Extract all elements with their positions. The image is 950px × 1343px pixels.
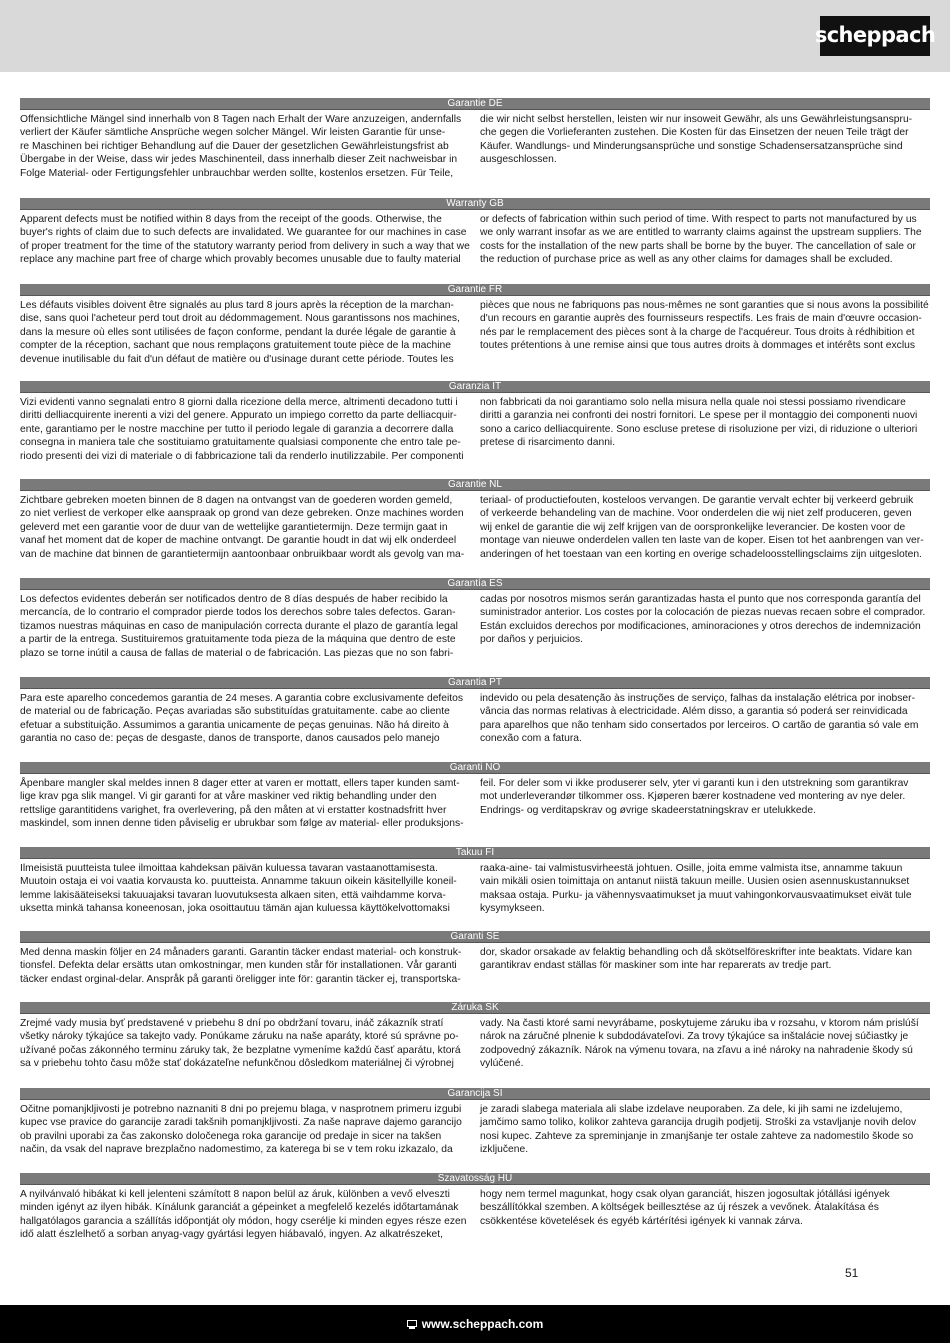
section-text-right: feil. For deler som vi ikke produserer selv, yter vi garanti kun i den utstrekning som garantikrav mot underleverandør tilkommer oss. Kjøperen bærer kostnadene ved montering av nye deler. Endrings- og verditapskrav og øvrige skadeerstatningskrav er utelukkede. [480, 778, 909, 816]
section-body [20, 859, 930, 916]
section-text-left: Les défauts visibles doivent être signalés au plus tard 8 jours après la réception de la marchan- dise, sans quoi l'acheteur perd tout droit au dédommagement. Nous garantissons nos machines, dans la mesure où elles sont utilisées de façon conforme, pendant la durée légale de garantie à compter de la réception, sachant que nous remplaçons gratuitement toute pièce de la machine devenue inutilisable du fait d'un défaut de matière ou d'usinage durant cette période. Toutes les [20, 300, 460, 365]
section-title: Garancija SI [20, 1088, 930, 1100]
warranty-section [20, 284, 930, 366]
section-body [20, 110, 930, 180]
warranty-section [20, 677, 930, 746]
warranty-section [20, 1173, 930, 1242]
section-text-right: dor, skador orsakade av felaktig behandling och då skötselföreskrifter inte beaktats. Vidare kan garantikrav endast ställas för maskiner som inte har reparerats av tredje part. [480, 947, 912, 972]
section-title: Garantie DE [20, 98, 930, 110]
section-text-left: Los defectos evidentes deberán ser notificados dentro de 8 días después de haber recibido la mercancía, de lo contrario el comprador pierde todos los derechos sobre tales defectos. Garan- tizamos nuestras máquinas en caso de manipulación correcta durante el plazo de garantía legal a partir de la entrega. Sustituiremos gratuitamente toda pieza de la máquina que dentro de este plazo se torne inútil a causa de fallas de material o de fabricación. Las piezas que no son fabri- [20, 594, 458, 659]
section-text-right: teriaal- of productiefouten, kosteloos vervangen. De garantie vervalt echter bij verkeerd gebruik of verkeerde behandeling van de machine. Voor onderdelen die wij niet zelf produceren, geven wij enkel de garantie die wij zelf krijgen van de oorspronkelijke leverancier. De kosten voor de montage van nieuwe onderdelen vallen ten laste van de koper. Eisen tot het aanbrengen van ver- anderingen of het toestaan van een korting en overige schadeloosstellingsclaims zijn uitgesloten. [480, 495, 924, 560]
section-title: Szavatosság HU [20, 1173, 930, 1185]
warranty-section [20, 578, 930, 660]
section-body [20, 590, 930, 660]
section-title: Garantie NL [20, 479, 930, 491]
section-text-right: or defects of fabrication within such period of time. With respect to parts not manufactured by us we only warrant insofar as we are entitled to warranty claims against the upstream suppliers. The costs for the installation of the new parts shall be borne by the buyer. The cancellation of sale or the reduction of purchase price as well as any other claims for damages shall be excluded. [480, 214, 922, 266]
page-number: 51 [845, 1266, 859, 1280]
section-text-right: non fabbricati da noi garantiamo solo nella misura nella quale noi stessi possiamo rivendicare diritti a garanzia nei confronti dei nostri fornitori. Le spese per il montaggio dei componenti nuovi sono a carico delliacquirente. Sono escluse pretese di risoluzione per vizi, di riduzione o ulteriori pretese di risarcimento danni. [480, 397, 918, 449]
warranty-section [20, 1088, 930, 1157]
monitor-icon [407, 1320, 417, 1329]
section-title: Záruka SK [20, 1002, 930, 1014]
section-title: Garanti NO [20, 762, 930, 774]
section-body [20, 491, 930, 561]
section-text-left: Åpenbare mangler skal meldes innen 8 dager etter at varen er mottatt, ellers taper kunden samt- lige krav pga slik mangel. Vi gir garanti for at våre maskiner ved riktig behandling under den rettslige garantitidens varighet, fra overlevering, på den måten at vi erstatter kostnadsfritt hver maskindel, som innen denne tiden påviselig er ubrukbar som følge av material- eller produksjons- [20, 778, 464, 830]
section-body [20, 689, 930, 746]
section-text-right: je zaradi slabega materiala ali slabe izdelave neuporaben. Za dele, ki jih sami ne izdelujemo, jamčimo samo toliko, kolikor zahteva garancija drugih podjetij. Stroški za vstavljanje novih delov nosi kupec. Zahteve za spreminjanje in zmanjšanje ter ostale zahteve za nadomestilo škode so izključene. [480, 1104, 917, 1156]
section-text-left: Apparent defects must be notified within 8 days from the receipt of the goods. Otherwise, the buyer's rights of claim due to such defects are invalidated. We guarantee for our machines in case of proper treatment for the time of the statutory warranty period from delivery in such a way that we replace any machine part free of charge which provably becomes unusable due to faulty material [20, 214, 470, 266]
section-title: Garanzia IT [20, 381, 930, 393]
section-text-left: Ilmeisistä puutteista tulee ilmoittaa kahdeksan päivän kuluessa tavaran vastaanottamisesta. Muutoin ostaja ei voi vaatia korvausta ko. puutteista. Annamme takuun oikein käsitellyille koneil- lemme lakisääteiseksi takuuajaksi tavaran luovutuksesta alkaen siten, että vaihdamme korva- uksetta minkä tahansa koneenosan, joka osoittautuu tämän ajan kuluessa käyttökelvottomaksi [20, 863, 457, 915]
warranty-section [20, 381, 930, 463]
warranty-section [20, 847, 930, 916]
warranty-section [20, 762, 930, 831]
section-body [20, 1100, 930, 1157]
warranty-section [20, 198, 930, 267]
section-body [20, 774, 930, 831]
section-text-right: hogy nem termel magunkat, hogy csak olyan garanciát, hiszen jogosultak jótállási igények beszállítókkal szemben. A költségek beillesztése az új részek a vevőnek. Átalakítása és csökkentése követelések és egyéb kártérítési igények ki vannak zárva. [480, 1189, 890, 1227]
section-text-left: Zichtbare gebreken moeten binnen de 8 dagen na ontvangst van de goederen worden gemeld, zo niet verliest de verkoper elke aanspraak op grond van deze gebreken. Onze machines worden geleverd met een garantie voor de duur van de wettelijke garantietermijn. Deze termijn gaat in vanaf het moment dat de koper de machine ontvangt. De garantie houdt in dat wij elk onderdeel van de machine dat binnen de garantietermijn aantoonbaar onbruikbaar wordt als gevolg van ma- [20, 495, 465, 560]
section-body [20, 1185, 930, 1242]
section-text-right: pièces que nous ne fabriquons pas nous-mêmes ne sont garanties que si nous avons la possibilité d'un recours en garantie auprès des fournisseurs respectifs. Les frais de main d'œuvre occasion- nés par le remplacement des pièces sont à la charge de l'acquéreur. Tous droits à rédhibition et toutes prétentions à une remise ainsi que tous autres droits à dommages et intérêts sont exclus [480, 300, 929, 352]
section-title: Warranty GB [20, 198, 930, 210]
section-body [20, 943, 930, 986]
footer-website-link[interactable] [407, 1317, 544, 1331]
section-text-right: vady. Na časti ktoré sami nevyrábame, poskytujeme záruku iba v rozsahu, v ktorom nám prislúší nárok na záručné plnenie k subdodávateľovi. Za trovy týkajúce sa inštalácie novej súčiastky je zodpovedný zákazník. Nárok na výmenu tovara, na zľavu a iné nároky na nahradenie škody sú vylúčené. [480, 1018, 919, 1070]
section-body [20, 296, 930, 366]
section-title: Garantie FR [20, 284, 930, 296]
section-text-right: indevido ou pela desatenção às instruções de serviço, falhas da instalação elétrica por inobser- vância das normas relativas à electricidade. Além disso, a garantia só poderá ser reinvidicada para aparelhos que não tenham sido consertados por lerceiros. O cartão de garantia só vale em conexão com a fatura. [480, 693, 919, 745]
warranty-section [20, 931, 930, 986]
warranty-section [20, 98, 930, 180]
section-body [20, 1014, 930, 1071]
section-text-left: Para este aparelho concedemos garantia de 24 meses. A garantia cobre exclusivamente defeitos de material ou de fabricação. Peças avariadas são substituídas gratuitamente. cabe ao cliente efetuar a substituição. Assumimos a garantia unicamente de peças genuinas. Não há direito à garantia no caso de: peças de desgaste, danos de transporte, danos causados pelo manejo [20, 693, 464, 745]
footer-band [0, 1305, 950, 1343]
section-text-right: cadas por nosotros mismos serán garantizadas hasta el punto que nos corresponda garantía del suministrador anterior. Los costes por la colocación de piezas nuevas recaen sobre el comprador. Están excluidos derechos por modificaciones, aminoraciones y otros derechos de indemnización por daños y perjuicios. [480, 594, 926, 646]
footer-url[interactable]: www.scheppach.com [421, 1317, 544, 1331]
section-text-left: Med denna maskin följer en 24 månaders garanti. Garantin täcker endast material- och konstruk- tionsfel. Defekta delar ersätts utan omkostningar, men kunden står för installationen. Vår garanti täcker endast orginal-delar. Anspråk på garanti öreligger inte för: garantin täcker ej, transportska- [20, 947, 462, 985]
section-title: Takuu FI [20, 847, 930, 859]
section-text-left: Offensichtliche Mängel sind innerhalb von 8 Tagen nach Erhalt der Ware anzuzeigen, andernfalls verliert der Käufer sämtliche Ansprüche wegen solcher Mängel. Wir leisten Garantie für unse- re Maschinen bei richtiger Behandlung auf die Dauer der gesetzlichen Gewährleistungsfrist ab Übergabe in der Weise, dass wir jedes Maschinenteil, dass innerhalb dieser Zeit nachweisbar in Folge Material- oder Fertigungsfehler unbrauchbar werden sollte, kostenlos ersetzen. Für Teile, [20, 114, 462, 179]
section-text-left: A nyilvánvaló hibákat ki kell jelenteni számított 8 napon belül az áruk, különben a vevő elveszti minden igényt az ilyen hibák. Kínálunk garanciát a gépeinket a megfelelő kezelés időtartamának hallgatólagos garancia a szállítás időpontját oly módon, hogy cserélje ki minden egyes része ezen idő alatt észlelhető a sorban anyag-vagy gyártási legyen hiábavaló, ingyen. Az alkatrészeket, [20, 1189, 467, 1241]
top-band [0, 0, 950, 72]
section-text-right: raaka-aine- tai valmistusvirheestä johtuen. Osille, joita emme valmista itse, annamme takuun vain mikäli osien toimittaja on antanut niistä takuun meille. Uusien osien asennuskustannukset maksaa ostaja. Purku- ja vähennysvaatimukset ja muut vahingonkorvausvaatimukset eivät tule kysymykseen. [480, 863, 912, 915]
section-text-left: Zrejmé vady musia byť predstavené v priebehu 8 dní po obdržaní tovaru, ináč zákazník stratí všetky nároky týkajúce sa takejto vady. Ponúkame záruku na naše aparáty, ktoré sú správne po- užívané počas zákonného terminu záruky tak, že bezplatne vymeníme každú časť aparátu, ktorá sa v priebehu tohto času môže stať dokázateľne nefunkčnou dôsledkom materiálnej či výrobnej [20, 1018, 461, 1070]
section-title: Garantia PT [20, 677, 930, 689]
section-body [20, 393, 930, 463]
section-text-left: Očitne pomanjkljivosti je potrebno naznaniti 8 dni po prejemu blaga, v nasprotnem primeru izgubi kupec vse pravice do garancije zaradi takšnih pomanjkljivosti. Za naše naprave dajemo garancijo ob pravilni uporabi za čas zakonsko določenega roka garancije od predaje in sicer na takšen način, da vsak del naprave brezplačno nadomestimo, za katerega bi se v tem roku izkazalo, da [20, 1104, 462, 1156]
warranty-section [20, 1002, 930, 1071]
section-text-left: Vizi evidenti vanno segnalati entro 8 giorni dalla ricezione della merce, altrimenti decadono tutti i diritti delliacquirente inerenti a vizi del genere. Appurato un impiego corretto da parte delliacquir- ente, garantiamo per le nostre macchine per tutto il periodo legale di garanzia a decorrere dalla consegna in maniera tale che sostituiamo gratuitamente qualsiasi componente che entro tale pe- riodo presenti dei vizi di materiale o di fabbricazione tali da renderlo inutilizzabile. Per componenti [20, 397, 464, 462]
scheppach-logo: scheppach [820, 16, 930, 56]
warranty-section [20, 479, 930, 561]
section-title: Garanti SE [20, 931, 930, 943]
section-body [20, 210, 930, 267]
section-text-right: die wir nicht selbst herstellen, leisten wir nur insoweit Gewähr, als uns Gewährleistungsanspru- che gegen die Vorlieferanten zustehen. Die Kosten für das Einsetzen der neuen Teile trägt der Käufer. Wandlungs- und Minderungsansprüche und sonstige Schadensersatzansprüche sind ausgeschlossen. [480, 114, 913, 166]
section-title: Garantía ES [20, 578, 930, 590]
